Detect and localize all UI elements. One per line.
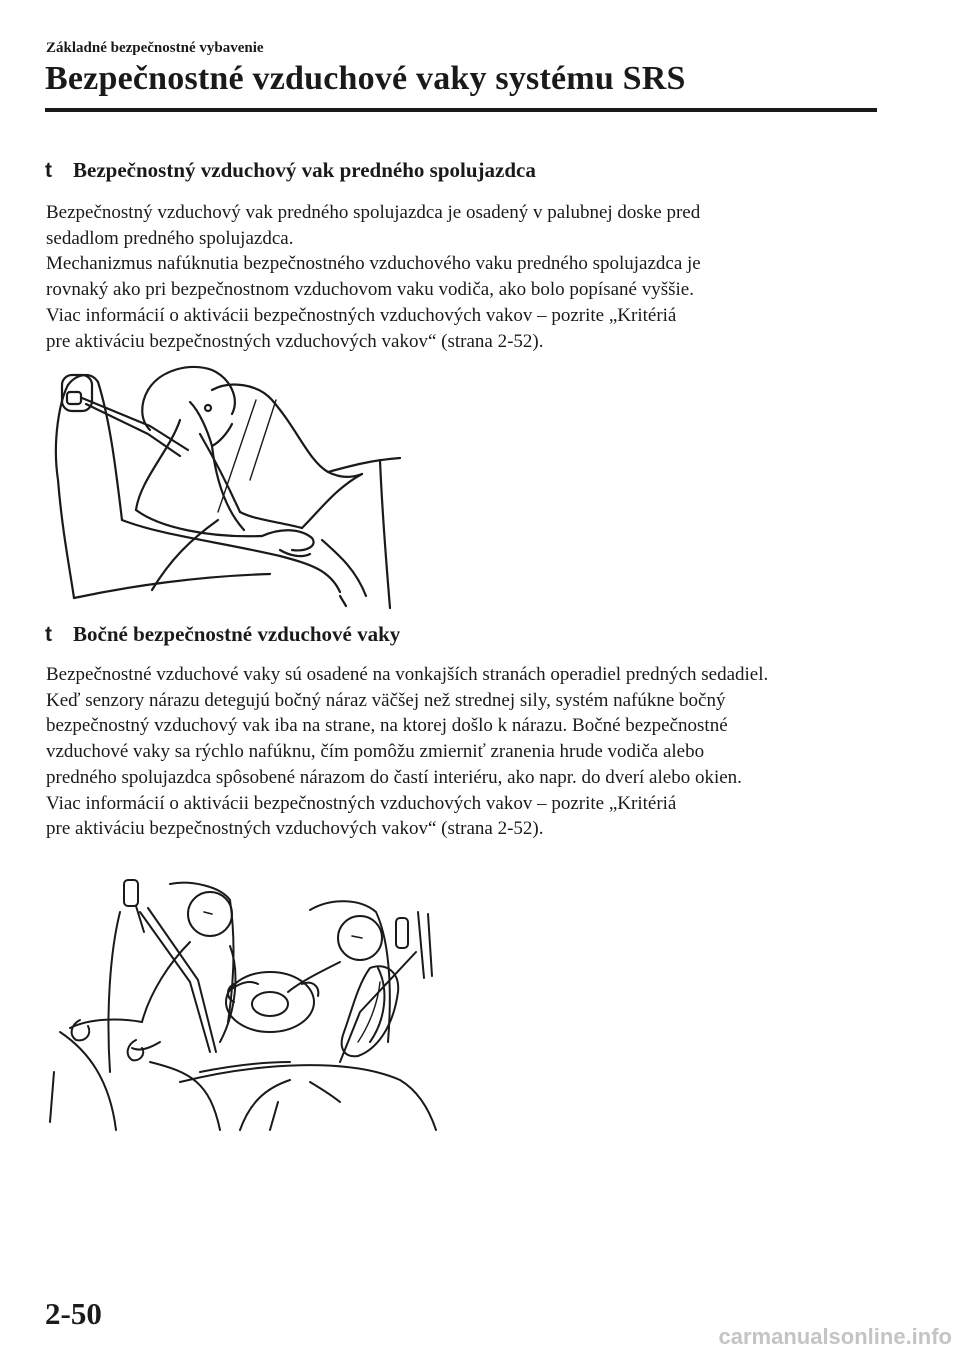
body-line: Viac informácií o aktivácii bezpečnostných vzduchových vakov – pozrite „Kritériá (46, 304, 677, 326)
body-line: Bezpečnostné vzduchové vaky sú osadené na vonkajších stranách operadiel predných sedadiel. (46, 664, 769, 685)
bullet-icon: t (45, 623, 52, 646)
section-body-side-airbags (46, 662, 886, 842)
passenger-airbag-illustration (40, 360, 410, 610)
watermark: carmanualsonline.info (718, 1324, 952, 1349)
section-heading-passenger-airbag (45, 158, 536, 183)
section-heading-side-airbags (45, 622, 400, 647)
bullet-icon: t (45, 159, 52, 182)
body-line: Bezpečnostný vzduchový vak predného spolujazdca je osadený v palubnej doske pred (46, 202, 701, 223)
page-number: 2-50 (45, 1296, 102, 1331)
body-line: Mechanizmus nafúknutia bezpečnostného vzduchového vaku predného spolujazdca je (46, 253, 701, 275)
body-line: pre aktiváciu bezpečnostných vzduchových vakov“ (strana 2-52). (46, 330, 544, 352)
body-line: bezpečnostný vzduchový vak iba na strane, na ktorej došlo k nárazu. Bočné bezpečnostné (46, 715, 728, 737)
body-line: sedadlom predného spolujazdca. (46, 227, 294, 249)
body-line: predného spolujazdca spôsobené nárazom do častí interiéru, ako napr. do dverí alebo okien. (46, 766, 742, 788)
side-airbags-illustration (40, 872, 440, 1132)
page-title: Bezpečnostné vzduchové vaky systému SRS (45, 60, 686, 97)
body-line: Keď senzory nárazu detegujú bočný náraz väčšej než strednej sily, systém nafúkne bočný (46, 689, 726, 711)
body-line: vzduchové vaky sa rýchlo nafúknu, čím pomôžu zmierniť zranenia hrude vodiča alebo (46, 741, 705, 763)
section-heading-text: Bočné bezpečnostné vzduchové vaky (73, 622, 401, 646)
body-line: Viac informácií o aktivácii bezpečnostných vzduchových vakov – pozrite „Kritériá (46, 792, 677, 814)
body-line: rovnaký ako pri bezpečnostnom vzduchovom vaku vodiča, ako bolo popísané vyššie. (46, 279, 694, 301)
running-head: Základné bezpečnostné vybavenie (46, 40, 264, 56)
section-heading-text: Bezpečnostný vzduchový vak predného spolujazdca (73, 158, 536, 182)
body-line: pre aktiváciu bezpečnostných vzduchových vakov“ (strana 2-52). (46, 818, 544, 840)
section-body-passenger-airbag (46, 200, 886, 354)
title-rule (45, 108, 877, 112)
